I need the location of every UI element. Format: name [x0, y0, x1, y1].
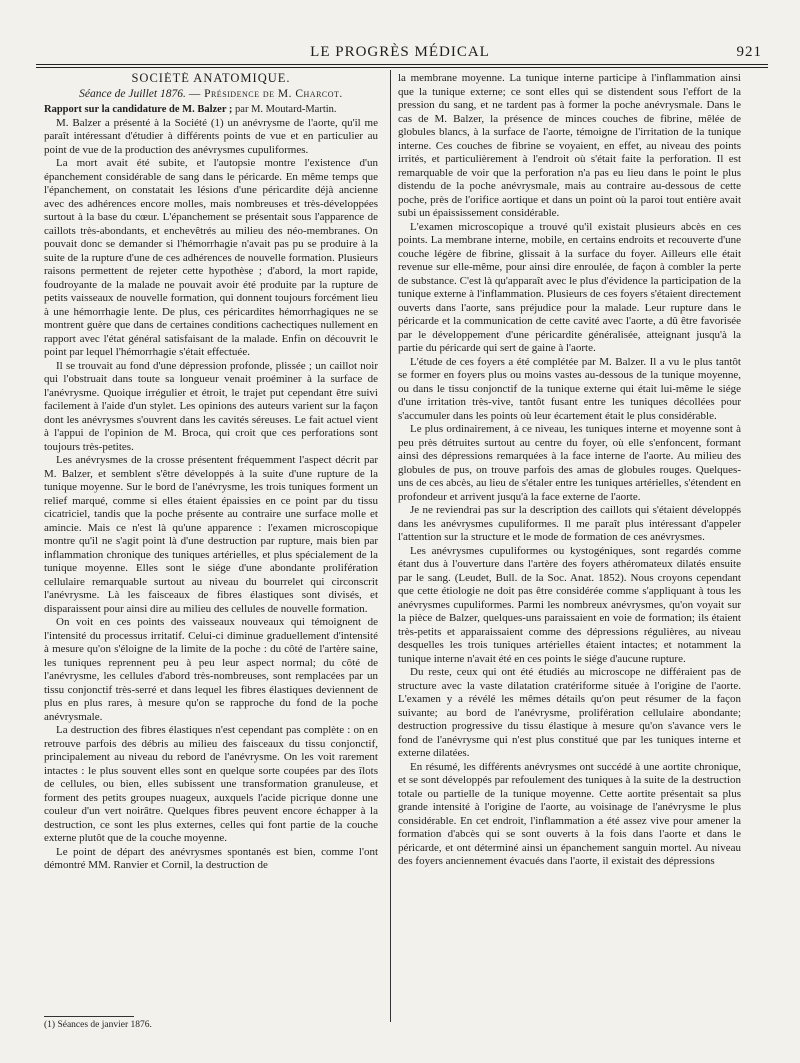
right-column [398, 72, 741, 1020]
header-rule-thin [36, 67, 768, 68]
section-heading: SOCIÉTÉ ANATOMIQUE. [131, 72, 291, 85]
session-line [44, 88, 378, 102]
paragraph: L'examen microscopique a trouvé qu'il existait plusieurs abcès en ces points. La membrane interne, mobile, en certains endroits et recouverte d'une couche légère de fibrine, glissait à la surface du foyer. Ailleurs elle était revenue sur elle-même, pour ainsi dire enroulée, de façon à combler la perte de substance. C'est là qu'apparaît avec le plus d'évidence la participation de la tunique externe à l'inflammation. Plusieurs de ces foyers s'étaient directement ouverts dans l'aorte, sans préjudice pour la malade. Leur rupture dans le péricarde et la communication de cette cavité avec l'aorte, a dû être favorisée par le développement d'une péricardite généralisée, atteignant jusqu'à la partie du péricarde qui sert de gaine à l'aorte. [398, 220, 741, 354]
paragraph: On voit en ces points des vaisseaux nouveaux qui témoignent de l'intensité du processus irritatif. Celui-ci diminue graduellement d'intensité à mesure qu'on s'éloigne de la limite de la poche : du côté de l'artère saine, les tuniques reprennent peu à peu leur aspect normal; du côté de l'anévrysme, les cellules d'abord très-nombreuses, sont remplacées par un tissu conjonctif très-serré et dans lequel les fibres élastiques deviennent de plus en plus rares, à mesure qu'on se rapproche du fond de la poche anévrysmale. [44, 616, 378, 723]
header-rule-thick [36, 64, 768, 65]
journal-title: LE PROGRÈS MÉDICAL [310, 44, 490, 60]
session-date: Séance de Juillet 1876. [79, 87, 186, 100]
report-title: Rapport sur la candidature de M. Balzer ; [44, 104, 233, 115]
column-divider [390, 70, 391, 1022]
report-title-line [44, 103, 378, 117]
paragraph: La destruction des fibres élastiques n'est cependant pas complète : on en retrouve parfois des débris au milieu des faisceaux du tissu conjonctif, principalement au niveau du rebord de l'anévrysme. On les voit rarement intactes : le plus souvent elles sont en quelque sorte coupées par des îlots de cellules, ou bien, elles subissent une transformation granuleuse, et forment des petits groupes nuageux, auxquels l'acide picrique donne une couleur d'un vert noirâtre. Quelques fibres peuvent encore échapper à la destruction, ce sont les plus externes, celles qui font partie de la couche externe plutôt que de la couche moyenne. [44, 724, 378, 844]
paragraph: Les anévrysmes cupuliformes ou kystogéniques, sont regardés comme étant dus à l'ouverture dans l'artère des foyers athéromateux dilatés ensuite par le sang. (Leudet, Bull. de la Soc. Anat. 1852). Nous croyons cependant que cette étiologie ne doit pas être considérée comme s'appliquant à tous les anévrysmes cupuliformes. Parmi les nombreux anévrysmes, qu'on voyait sur la pièce de Balzer, quelques-uns paraissaient en voie de formation; ils étaient très-petits et apparaissaient comme des dépressions régulières, au niveau desquelles les trois tuniques artérielles étaient intactes; et notamment la tunique interne n'avait été en ces points le siége d'aucune rupture. [398, 544, 741, 665]
paragraph: Je ne reviendrai pas sur la description des caillots qui s'étaient développés dans les anévrysmes cupuliformes. Il me paraît plus intéressant d'appeler l'attention sur la structure et le mode de formation de ces anévrysmes. [398, 504, 741, 543]
footnote-rule [44, 1016, 134, 1017]
paragraph: L'étude de ces foyers a été complétée par M. Balzer. Il a vu le plus tantôt se former en foyers plus ou moins vastes au-dessous de la tunique moyenne, ou dans le tissu conjonctif de la tunique externe qui était lui-même le siége d'une irritation très-vive, tantôt fusant entre les tuniques décollées pour s'accumuler dans les points où leur écartement était le plus considérable. [398, 355, 741, 422]
paragraph: Le point de départ des anévrysmes spontanés est bien, comme l'ont démontré MM. Ranvier et Cornil, la destruction de [44, 845, 378, 871]
page-number: 921 [736, 44, 762, 60]
paragraph: Il se trouvait au fond d'une dépression profonde, plissée ; un caillot noir qui l'obstruait dans toute sa longueur venait proéminer à la surface de l'anévrysme. Quoique irrégulier et étroit, le trajet put cependant être suivi facilement à l'aide d'un stylet. Les opinions des auteurs varient sur la façon dont les anévrysmes s'ouvrent dans les cavités séreuses. Le fait actuel vient à l'appui de l'opinion de M. Broca, qui croit que ces perforations sont toujours très-petites. [44, 359, 378, 453]
paragraph: En résumé, les différents anévrysmes ont succédé à une aortite chronique, et se sont développés par refoulement des tuniques à la suite de la destruction totale ou partielle de la tunique moyenne. Cette aortite présentait sa plus grande intensité à l'origine de l'aorte, au voisinage de l'anévrysme le plus considérable. En cet endroit, l'inflammation a été assez vive pour amener la formation d'abcès qui se sont ouverts à la fois dans l'aorte et dans le péricarde, et ont déterminé ainsi un épanchement sanguin mortel. Au niveau des foyers anciennement évacués dans l'aorte, il existait des dépressions [398, 760, 741, 867]
paragraph: Le plus ordinairement, à ce niveau, les tuniques interne et moyenne sont à peu près détruites surtout au centre du foyer, où elle s'enfoncent, formant ainsi des dépressions remarquées à la face interne de l'aorte. Au milieu des globules de pus, on trouve parfois des amas de globules rouges. Quelques-uns de ces abcès, au lieu de s'étaler entre les tuniques artérielles, s'étendent en profondeur et arrivent jusqu'à la face externe de l'aorte. [398, 423, 741, 503]
report-author: par M. Moutard-Martin. [235, 104, 337, 115]
paragraph: Du reste, ceux qui ont été étudiés au microscope ne différaient pas de structure avec la vaste dilatation cratériforme située à l'origine de l'aorte. L'examen y a révélé les mêmes détails qu'on peut résumer de la façon suivante; au bord de l'anévrysme, prolifération cellulaire abondante; destruction progressive du tissu élastique à mesure qu'on s'avance vers le fond de l'anévrysme qui n'est plus constitué que par les tuniques interne et externe dilatées. [398, 666, 741, 759]
paragraph: Les anévrysmes de la crosse présentent fréquemment l'aspect décrit par M. Balzer, et semblent s'être développés à la suite d'une rupture de la tunique moyenne. Sur le bord de l'anévrysme, les trois tuniques forment un relief marqué, comme si elles étaient épaissies en ce point par du tissu cicatriciel, tandis que la poche présente au contraire une surface molle et amincie. Mais ce n'est là qu'une apparence : l'examen microscopique montre qu'il ne s'agit point là d'une destruction par rupture, mais bien par inflammation chronique des tuniques artérielles, et plus spécialement de la tunique moyenne. Elles sont le siége d'une abondante prolifération cellulaire remarquable surtout au niveau du bourrelet qui circonscrit l'anévrysme. Là les faisceaux de fibres élastiques sont divisés, et disparaissent pour ainsi dire au milieu des cellules de nouvelle formation. [44, 454, 378, 615]
presidence: — Présidence de M. Charcot. [188, 87, 343, 100]
paragraph: la membrane moyenne. La tunique interne participe à l'inflammation ainsi que la tunique externe; ce sont elles qui se distendent sous l'effort de la pression du sang, et ne tardent pas à former la poche anévrysmale. Dans le cas de M. Balzer, la présence de minces couches de fibrine, mêlée de globules blancs, à la surface de l'aorte, témoigne de l'irritation de la tunique interne. Ces couches de fibrine se voyaient, en effet, au niveau des points irrités, et particulièrement à l'endroit où s'était faite la perforation. Il est remarquable de voir que la perforation n'a pas eu lieu dans le point le plus distendu de la poche anévrysmale, mais au contraire au-dessous de cette poche, près de l'orifice aortique et dans un point où la paroi tout entière avait subi un épaississement considérable. [398, 72, 741, 219]
running-header [30, 44, 770, 64]
footnote: (1) Séances de janvier 1876. [44, 1020, 152, 1030]
paragraph: M. Balzer a présenté à la Société (1) un anévrysme de l'aorte, qu'il me paraît intéressant d'étudier à différents points de vue et en particulier au point de vue de la production des anévrysmes cupuliformes. [44, 116, 378, 156]
left-column [44, 72, 378, 1012]
paragraph: La mort avait été subite, et l'autopsie montre l'existence d'un épanchement considérable de sang dans le péricarde. En même temps que l'épanchement, on constatait les lésions d'une péricardite déjà ancienne avec des adhérences encore molles, mais nombreuses et très-développées surtout à la base du cœur. L'épanchement se présentait sous l'apparence de caillots très-abondants, et enchevêtrés au milieu des néo-membranes. On pouvait donc se demander si l'hémorrhagie n'avait pas pu se produire à la suite de la rupture d'une de ces adhérences de nouvelle formation. Plusieurs raisons permettent de rejeter cette hypothèse ; d'abord, la mort rapide, foudroyante de la malade ne pouvait avoir été produite par la rupture de petits vaisseaux de nouvelle formation, qui donnent toujours forcément lieu à une hémorrhagie lente. De plus, ces péricardites hémorrhagiques ne se montrent guère que dans de certaines conditions cachectiques nullement en rapport avec l'état général satisfaisant de la malade. Enfin on découvrit le point par lequel l'hémorrhagie s'était effectuée. [44, 157, 378, 358]
